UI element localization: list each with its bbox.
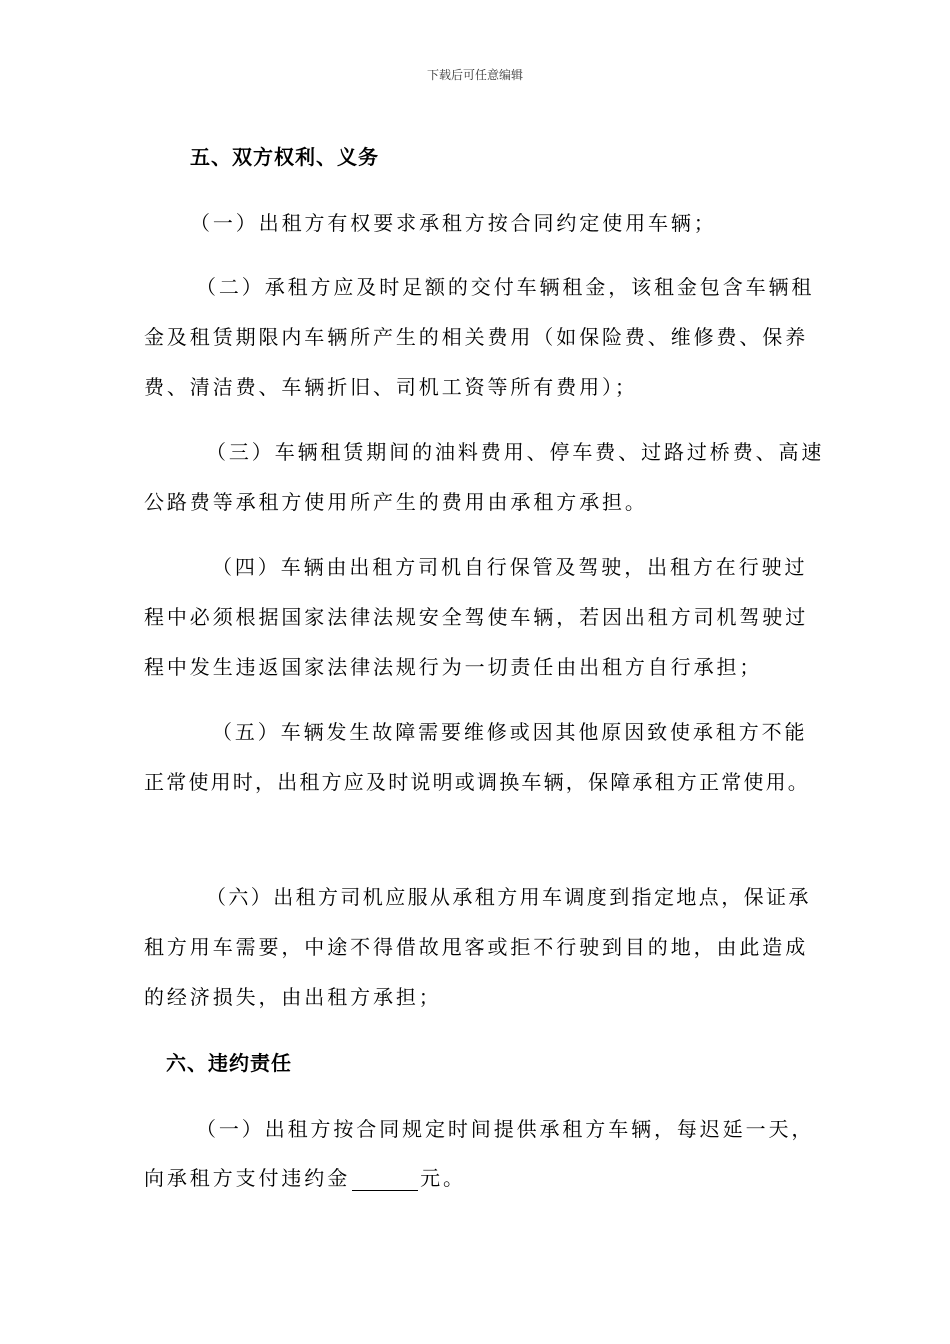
section-6-item-1-line-1: （一）出租方按合同规定时间提供承租方车辆，每迟延一天， — [196, 1117, 815, 1141]
section-5-item-1-line-1: （一）出租方有权要求承租方按合同约定使用车辆； — [190, 211, 717, 235]
section-6-heading: 六、违约责任 — [166, 1051, 292, 1075]
section-5-item-3-line-1: （三）车辆租赁期间的油料费用、停车费、过路过桥费、高速 — [206, 440, 825, 464]
penalty-text-after-blank: 元。 — [420, 1166, 466, 1190]
section-5-item-2-line-2: 金及租赁期限内车辆所产生的相关费用（如保险费、维修费、保养 — [144, 325, 809, 349]
penalty-amount-blank — [352, 1168, 418, 1191]
section-5-item-5-line-2: 正常使用时，出租方应及时说明或调换车辆，保障承租方正常使用。 — [144, 770, 810, 794]
section-5-item-5-line-1: （五）车辆发生故障需要维修或因其他原因致使承租方不能 — [212, 720, 808, 744]
section-5-item-4-line-1: （四）车辆由出租方司机自行保管及驾驶，出租方在行驶过 — [212, 555, 808, 579]
section-5-item-6-line-1: （六）出租方司机应服从承租方用车调度到指定地点，保证承 — [206, 885, 811, 909]
page-header: 下载后可任意编辑 — [426, 68, 523, 82]
section-5-item-4-line-2: 程中必须根据国家法律法规安全驾使车辆，若因出租方司机驾驶过 — [144, 605, 809, 629]
section-5-item-2-line-3: 费、清洁费、车辆折旧、司机工资等所有费用）； — [144, 375, 638, 399]
penalty-text-before-blank: 向承租方支付违约金 — [144, 1166, 351, 1190]
section-5-item-2-line-1: （二）承租方应及时足额的交付车辆租金，该租金包含车辆租 — [196, 275, 815, 299]
section-5-item-4-line-3: 程中发生违返国家法律法规行为一切责任由出租方自行承担； — [144, 655, 763, 679]
section-6-item-1-line-2 — [144, 1162, 466, 1191]
section-5-item-6-line-2: 租方用车需要，中途不得借故甩客或拒不行驶到目的地，由此造成 — [144, 935, 809, 959]
section-5-item-6-line-3: 的经济损失，由出租方承担； — [144, 985, 442, 1009]
section-5-item-3-line-2: 公路费等承租方使用所产生的费用由承租方承担。 — [144, 490, 648, 514]
section-5-heading: 五、双方权利、义务 — [190, 145, 379, 169]
